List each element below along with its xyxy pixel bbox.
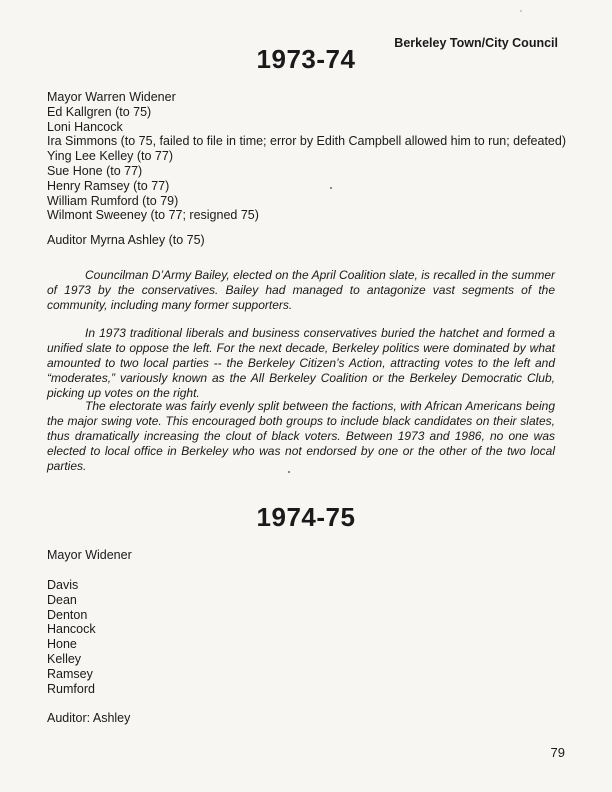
roster-item: Ramsey <box>47 666 93 681</box>
paragraph-two-parties: In 1973 traditional liberals and business conservatives buried the hatchet and formed a unified slate to oppose the left. For the next decade, Berkeley politics were dominated by what amounted to two local parties -- the Berkeley Citizen’s Action, attracting votes to the left and “moderates,” variously known as the All Berkeley Coalition or the Berkeley Democratic Club, picking up votes on the right. <box>47 326 555 400</box>
scan-speck <box>288 471 290 473</box>
roster-item: William Rumford (to 79) <box>47 193 179 208</box>
roster-item: Davis <box>47 578 79 592</box>
roster-item: Sue Hone (to 77) <box>47 163 143 178</box>
auditor-1973-74: Auditor Myrna Ashley (to 75) <box>47 233 205 247</box>
paragraph-swing-vote: The electorate was fairly evenly split between the factions, with African Americans being the major swing vote. This encouraged both groups to include black candidates on their slates, thus dramatically increasing the clout of black voters. Between 1973 and 1986, no one was elected to local office in Berkeley who was not endorsed by one or the other of the two local parties. <box>47 399 555 473</box>
auditor-1974-75: Auditor: Ashley <box>47 711 131 725</box>
roster-item: Rumford <box>47 681 95 696</box>
page-number: 79 <box>550 745 565 760</box>
roster-item: Hone <box>47 637 77 652</box>
roster-item: Ed Kallgren (to 75) <box>47 104 152 119</box>
council-roster-1974-75 <box>47 578 96 696</box>
roster-item: Henry Ramsey (to 77) <box>47 178 170 193</box>
running-head: Berkeley Town/City Council <box>394 36 558 50</box>
roster-item: Wilmont Sweeney (to 77; resigned 75) <box>47 208 259 223</box>
roster-item: Ira Simmons (to 75, failed to file in time; error by Edith Campbell allowed him to run; defeated) <box>47 134 566 149</box>
roster-item: Mayor Warren Widener <box>47 90 176 104</box>
roster-item: Ying Lee Kelley (to 77) <box>47 149 174 164</box>
mayor-1974-75: Mayor Widener <box>47 548 132 562</box>
section-heading-1974-75: 1974-75 <box>256 502 356 532</box>
scan-speck <box>520 10 522 12</box>
section-heading-1973-74: 1973-74 <box>256 44 356 74</box>
council-roster-1973-74 <box>47 90 566 223</box>
roster-item: Kelley <box>47 651 82 666</box>
roster-item: Hancock <box>47 622 96 637</box>
roster-item: Denton <box>47 607 88 622</box>
paragraph-bailey-recall: Councilman D’Army Bailey, elected on the April Coalition slate, is recalled in the summer of 1973 by the conservatives. Bailey had managed to antagonize vast segments of the community, including many former supporters. <box>47 268 555 312</box>
roster-item: Dean <box>47 592 77 607</box>
scan-speck <box>330 187 332 189</box>
roster-item: Loni Hancock <box>47 119 123 134</box>
